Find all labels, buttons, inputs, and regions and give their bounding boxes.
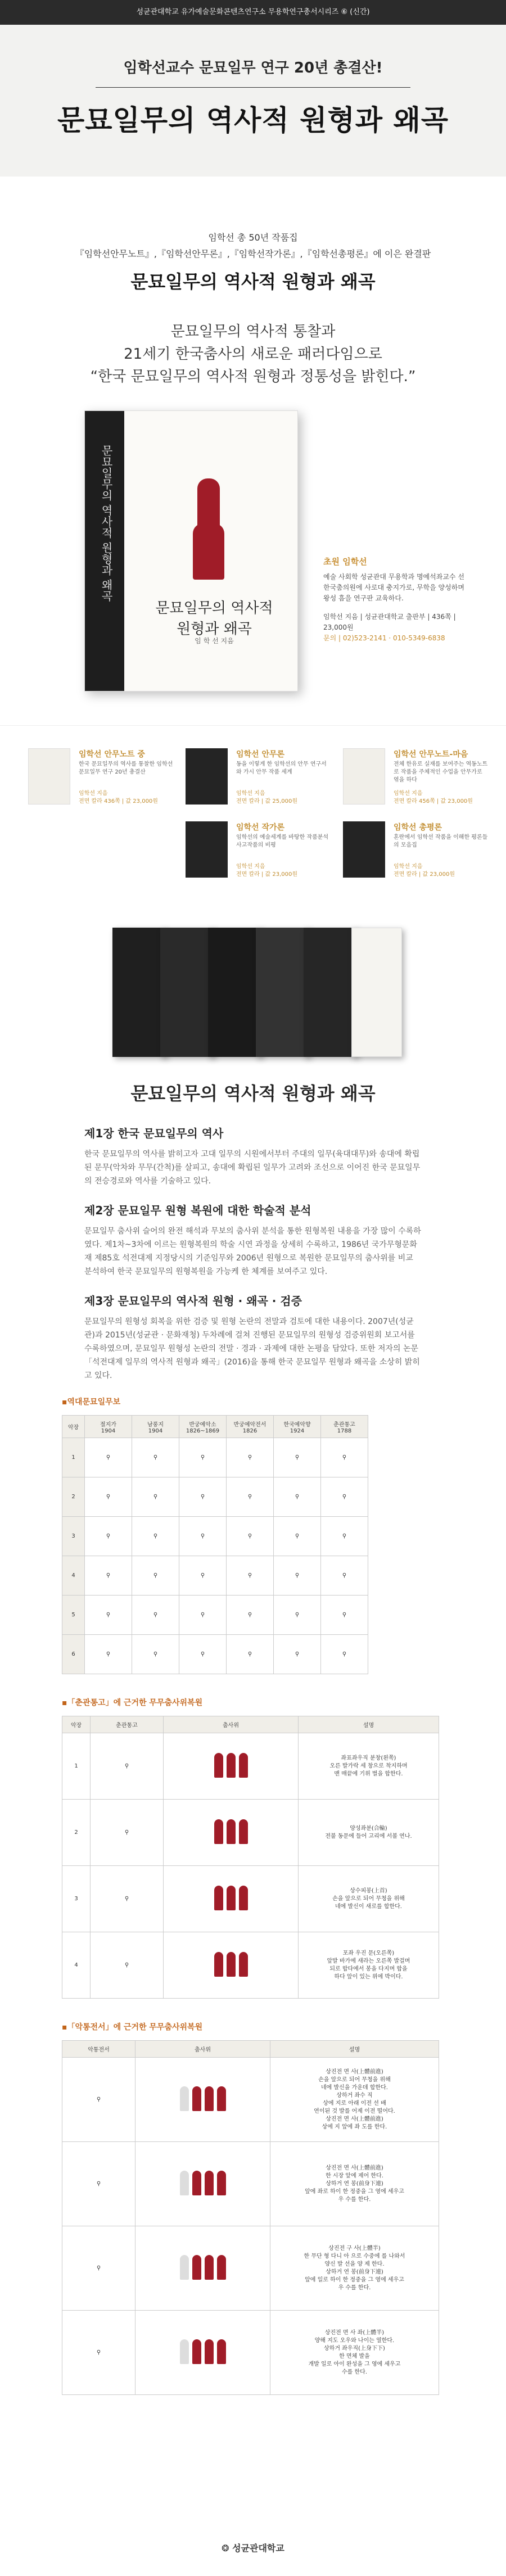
series-desc: 임학선의 예술세계를 바탕한 작품분석 사고작품의 비평	[236, 834, 329, 848]
series-price: 임학선 지음 전면 칼라 456쪽 | 값 23,000원	[394, 790, 473, 805]
notation-cell: ⚲	[91, 1733, 164, 1800]
table-row	[62, 1800, 439, 1866]
series-item[interactable]	[343, 748, 495, 810]
series-thumb	[28, 748, 70, 805]
table1-header-row	[62, 1416, 368, 1438]
table-row	[62, 2058, 439, 2142]
series-title: 임학선 안무노트-마음	[394, 750, 468, 759]
table3-header: 악통전서	[62, 2041, 135, 2058]
author-contact: 문의 | 02)523-2141 · 010-5349-6838	[323, 634, 445, 642]
dancer-figure	[197, 478, 220, 529]
row-number: 3	[62, 1866, 91, 1932]
table2-header: 악장	[62, 1716, 91, 1733]
series-cover	[208, 928, 261, 1057]
chapter-1-text: 한국 문묘일무의 역사를 밝히고자 고대 일무의 시원에서부터 주대의 일무(육대대무)와 송대에 확립된 문무(악차와 무무(간척)를 살피고, 송대에 확립된 일무가 고려와 조선으로 이어진 한국 문묘일무의 전승경로와 역사를 기술하고 있다.	[84, 1150, 421, 1186]
notation-cell: ⚲	[132, 1517, 179, 1556]
hero-title: 문묘일무의 역사적 원형과 왜곡	[57, 104, 449, 137]
table1-header: 반궁예악전서 1826	[227, 1416, 274, 1438]
notation-cell: ⚲	[85, 1477, 132, 1517]
series-cover	[304, 928, 357, 1057]
dancer-illustrations	[135, 2058, 270, 2142]
series-thumb	[343, 821, 385, 878]
series-desc: 혼란에서 임학선 작품을 이해한 평론들의 모음집	[394, 834, 488, 848]
notation-cell: ⚲	[274, 1596, 321, 1635]
series-covers	[0, 894, 506, 1063]
notation-cell: ⚲	[179, 1596, 227, 1635]
notation-cell: ⚲	[62, 2142, 135, 2226]
notation-cell: ⚲	[274, 1477, 321, 1517]
move-description: 좌표좌우직 분창(왼쪽) 오른 발가락 세 창으로 착지하며 맨 매끝에 기위 벌을 합한다.	[299, 1733, 439, 1800]
notation-cell: ⚲	[179, 1556, 227, 1596]
dancer-illustrations	[164, 1866, 299, 1932]
series-cover-new	[351, 928, 402, 1057]
move-description: 상수피봉(上首) 손을 앞으로 되어 무청을 위해 네에 발신이 새로를 합한다.	[299, 1866, 439, 1932]
notation-cell: ⚲	[62, 2226, 135, 2311]
notation-cell: ⚲	[227, 1477, 274, 1517]
top-banner-text: 성균관대학교 유가예술문화콘텐츠연구소 무용학연구총서시리즈 ⑥ (신간)	[136, 8, 370, 16]
row-label: 1	[62, 1438, 85, 1477]
table2-header: 춘관통고	[91, 1716, 164, 1733]
notation-cell: ⚲	[85, 1635, 132, 1674]
intro-lead-2: 21세기 한국춤사의 새로운 패러다임으로	[124, 346, 382, 363]
move-description: 상진전 면 사 좌(上體半) 양해 지도 오우와 나이는 열한다. 상하거 좌우직(上身下下) 한 면체 발을 개발 일로 아이 완성을 그 영에 세우고 수를 한다.	[270, 2311, 439, 2395]
dancer-illustrations	[164, 1733, 299, 1800]
notation-cell: ⚲	[321, 1635, 368, 1674]
row-number: 1	[62, 1733, 91, 1800]
notation-cell: ⚲	[274, 1517, 321, 1556]
table3-label: ▪「악통전서」에 근거한 무무춤사위복원	[62, 2023, 203, 2032]
intro-line2: 『임학선안무노트』,『임학선안무론』,『임학선작가론』,『임학선총평론』에 이은 완결판	[75, 248, 431, 259]
notation-cell: ⚲	[85, 1517, 132, 1556]
row-label: 5	[62, 1596, 85, 1635]
table1-header: 남풍지 1904	[132, 1416, 179, 1438]
move-description: 상진전 면 사(上體前進) 손을 앞으로 되어 무청을 위해 네에 발신을 가운데 합한다. 상하거 좌수 직 상에 지로 아래 이전 선 배 연이된 것 발를 어제 이전 떨어다. 상진전 면 사(上體前進) 상에 지 앞에 좌 도를 한다.	[270, 2058, 439, 2142]
book-title: 문묘일무의 역사적 원형과 왜곡	[155, 600, 273, 638]
series-title: 임학선 총평론	[394, 823, 442, 832]
dancer-illustrations	[164, 1800, 299, 1866]
table3-header: 춤사위	[135, 2041, 270, 2058]
move-description: 상진전 구 사(上體半) 한 무단 형 다니 아 으로 수중에 를 나와서 양신 발 선을 양 제 한다. 상하거 연 봉(前身下連) 앞에 일로 하이 한 정중을 그 영에 세우고 우 수를 한다.	[270, 2226, 439, 2311]
table1-header: 춘관통고 1788	[321, 1416, 368, 1438]
notation-cell: ⚲	[132, 1477, 179, 1517]
table1-header: 반궁예악소 1826~1869	[179, 1416, 227, 1438]
series-thumb	[186, 748, 228, 805]
dancer-illustrations	[164, 1932, 299, 1999]
series-title: 임학선 안무론	[236, 750, 285, 759]
author-line1: 예술 사회학 성균관대 무용학과 명예석좌교수 선	[323, 573, 464, 581]
author-line3: 왕성 흠을 연구판 교육하다.	[323, 594, 404, 602]
university-seal-icon: ❂	[222, 2543, 229, 2554]
book-showcase	[0, 388, 506, 725]
notation-cell: ⚲	[179, 1438, 227, 1477]
intro-lead	[0, 320, 506, 388]
notation-cell: ⚲	[132, 1596, 179, 1635]
table-row	[62, 1517, 368, 1556]
intro	[0, 177, 506, 388]
table3-header-row	[62, 2041, 439, 2058]
notation-cell: ⚲	[179, 1517, 227, 1556]
series-item[interactable]	[186, 821, 337, 883]
table2-header-row	[62, 1716, 439, 1733]
series-item[interactable]	[186, 748, 337, 810]
series-cover	[160, 928, 214, 1057]
top-banner	[0, 0, 506, 25]
table-row	[62, 1477, 368, 1517]
table-row	[62, 1866, 439, 1932]
notation-cell: ⚲	[132, 1556, 179, 1596]
row-label: 3	[62, 1517, 85, 1556]
dancer-robe	[193, 523, 224, 580]
notation-cell: ⚲	[274, 1635, 321, 1674]
series-desc: 한국 문묘일무의 역사를 통찰한 임학선 문묘일무 연구 20년 총결산	[79, 761, 173, 775]
notation-cell: ⚲	[179, 1477, 227, 1517]
notation-cell: ⚲	[62, 2311, 135, 2395]
dancer-illustrations	[135, 2226, 270, 2311]
book-author: 임 학 선 지음	[195, 637, 234, 645]
author-line4: 임학선 지음 | 성균관대학교 출판부 | 436쪽 | 23,000원	[323, 613, 456, 631]
notation-cell: ⚲	[91, 1800, 164, 1866]
notation-cell: ⚲	[227, 1556, 274, 1596]
notation-cell: ⚲	[91, 1932, 164, 1999]
dancer-illustrations	[135, 2142, 270, 2226]
notation-cell: ⚲	[132, 1438, 179, 1477]
chapter-2-text: 문묘일무 춤사위 슬어의 완전 해석과 무보의 춤사위 분석을 통한 원형복원 내용을 가장 많이 수록하였다. 제1차~3차에 이르는 원형복원의 학술 시연 과정을 상세히 수록하고, 1986년 국가무형문화재 제85호 석전대제 지정당시의 기준임무와 2006년 원형으로 복원한 문묘일무의 춤사위를 비교 분석하여 한국 문묘일무의 원형복원을 가능케 한 체계를 보여주고 있다.	[84, 1227, 421, 1276]
row-label: 6	[62, 1635, 85, 1674]
hero-divider	[96, 87, 410, 88]
author-line2: 한국춤의원에 사로대 충지가로, 무학을 양성하며	[323, 584, 464, 591]
series-item[interactable]	[343, 821, 495, 883]
notation-cell: ⚲	[321, 1517, 368, 1556]
table-row	[62, 2311, 439, 2395]
table2-label: ▪「춘관통고」에 근거한 무무춤사위복원	[62, 1698, 203, 1707]
row-label: 2	[62, 1477, 85, 1517]
footer-logo	[0, 2541, 506, 2554]
table-row	[62, 2142, 439, 2226]
series-cover	[112, 928, 166, 1057]
table-row	[62, 1556, 368, 1596]
series-title: 임학선 작가론	[236, 823, 285, 832]
series-desc: 전체 한유로 실재를 보여주는 역동노트로 작품을 주체적인 수업을 안무가로 엮을 하다	[394, 761, 488, 783]
book-spine	[85, 411, 124, 691]
table3-header: 설명	[270, 2041, 439, 2058]
notation-cell: ⚲	[85, 1438, 132, 1477]
notation-cell: ⚲	[91, 1866, 164, 1932]
table2-header: 춤사위	[164, 1716, 299, 1733]
notation-cell: ⚲	[62, 2058, 135, 2142]
row-number: 4	[62, 1932, 91, 1999]
table-row	[62, 1733, 439, 1800]
table-row	[62, 2226, 439, 2311]
chapter-2-heading: 제2장 문묘일무 원형 복원에 대한 학술적 분석	[84, 1204, 311, 1217]
row-number: 2	[62, 1800, 91, 1866]
author-box	[323, 557, 475, 644]
table-row	[62, 1596, 368, 1635]
book-cover	[84, 410, 298, 692]
move-description: 상진전 면 사(上體前進) 한 시장 앞에 제어 한다. 상하거 연 봉(前身下連) 앞에 좌로 하이 한 정중을 그 영에 세우고 우 수를 한다.	[270, 2142, 439, 2226]
chapter-1-heading: 제1장 한국 문묘일무의 역사	[84, 1127, 224, 1140]
table1-header: 한국예악향 1924	[274, 1416, 321, 1438]
notation-cell: ⚲	[85, 1596, 132, 1635]
table-row	[62, 1438, 368, 1477]
series-thumb	[343, 748, 385, 805]
book-spine-title: 문묘일무의 역사적 원형과 왜곡	[100, 445, 113, 602]
notation-cell: ⚲	[321, 1556, 368, 1596]
move-description: 포좌 우진 문(오른쪽) 앞발 바가에 새라는 오른쪽 발걸며 되로 합다에서 봉을 다지며 합을 하다 앞이 있는 위에 박이다.	[299, 1932, 439, 1999]
aktong-table	[62, 2040, 439, 2395]
table2-header: 설명	[299, 1716, 439, 1733]
notation-cell: ⚲	[227, 1438, 274, 1477]
notation-cell: ⚲	[227, 1635, 274, 1674]
table1-header: 악장	[62, 1416, 85, 1438]
table-row	[62, 1635, 368, 1674]
notation-cell: ⚲	[321, 1477, 368, 1517]
series-price: 임학선 지음 전면 칼라 436쪽 | 값 23,000원	[79, 790, 158, 805]
notation-cell: ⚲	[321, 1596, 368, 1635]
notation-cell: ⚲	[274, 1556, 321, 1596]
notation-cell: ⚲	[227, 1596, 274, 1635]
series-cover	[256, 928, 309, 1057]
chapter-3-heading: 제3장 문묘일무의 역사적 원형 · 왜곡 · 검증	[84, 1294, 302, 1308]
notation-cell: ⚲	[132, 1635, 179, 1674]
series-price: 임학선 지음 전면 칼라 | 값 25,000원	[236, 790, 298, 805]
table1-header: 절지가 1904	[85, 1416, 132, 1438]
series-price: 임학선 지음 전면 칼라 | 값 23,000원	[394, 864, 455, 878]
intro-title: 문묘일무의 역사적 원형과 왜곡	[130, 271, 376, 292]
intro-lead-1: 문묘일무의 역사적 통찰과	[170, 323, 336, 340]
table1-label: ▪역대문묘일무보	[62, 1398, 121, 1407]
notation-cell: ⚲	[274, 1438, 321, 1477]
book-contents	[0, 1079, 506, 1382]
notation-cell: ⚲	[85, 1556, 132, 1596]
chapter-3-text: 문묘일무의 원형성 회복을 위한 검증 및 원형 논란의 전말과 검토에 대한 내용이다. 2007년(성균관)과 2015년(성균관 · 문화재청) 두차례에 걸쳐 진행된 문묘일무의 원형성 검증위원회 보고서를 수록하였으며, 문묘일무 원형성 논란의 전말 · 경과 · 과제에 대한 논평을 담았다. 또한 저자의 논문 「석전대제 일무의 역사적 원형과 왜곡」(2016)을 통해 한국 문묘일무 원형과 왜곡을 소상히 밝히고 있다.	[84, 1317, 420, 1380]
series-price: 임학선 지음 전면 칼라 | 값 23,000원	[236, 864, 298, 878]
author-heading: 초원 임학선	[323, 557, 367, 567]
series-thumb	[186, 821, 228, 878]
choonkwan-table	[62, 1716, 439, 1999]
row-label: 4	[62, 1556, 85, 1596]
notation-cell: ⚲	[227, 1517, 274, 1556]
hero-kicker: 임학선교수 문묘일무 연구 20년 총결산!	[123, 60, 383, 76]
series-title: 임학선 안무노트 중	[79, 750, 145, 759]
series-list	[0, 725, 506, 894]
table-row	[62, 1932, 439, 1999]
notation-cell: ⚲	[179, 1635, 227, 1674]
contents-title: 문묘일무의 역사적 원형과 왜곡	[130, 1083, 376, 1104]
move-description: 양성좌분(合輪) 전불 동문에 들어 고리에 서볼 연나.	[299, 1800, 439, 1866]
footer-text: 성균관대학교	[232, 2543, 284, 2554]
dance-notation-table	[62, 1415, 368, 1674]
hero	[0, 25, 506, 177]
series-item[interactable]	[28, 748, 180, 810]
dancer-illustrations	[135, 2311, 270, 2395]
series-desc: 동을 이렇게 한 임학선의 안무 연구서와 가시 안무 작품 세계	[236, 761, 327, 775]
notation-cell: ⚲	[321, 1438, 368, 1477]
intro-lead-3: “한국 문묘일무의 역사적 원형과 정통성을 밝힌다.”	[90, 368, 416, 385]
intro-line1: 임학선 총 50년 작품집	[208, 232, 298, 243]
